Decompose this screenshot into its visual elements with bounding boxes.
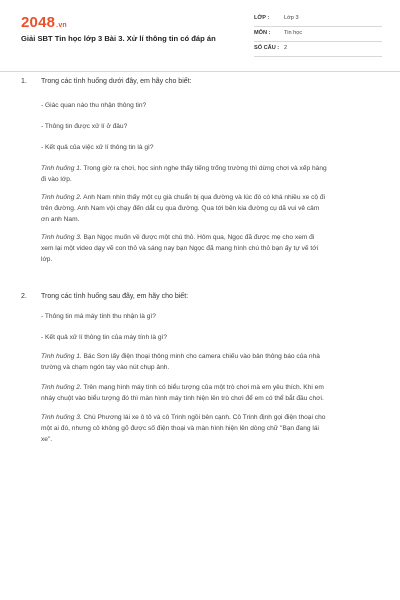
situation-line: xe". [41,436,53,443]
document-title: Giải SBT Tin học lớp 3 Bài 3. Xử lí thông tin có đáp án [21,34,216,43]
situation-paragraph [41,351,381,373]
situation-line [41,163,381,174]
meta-info-table [254,12,382,57]
meta-label: LỚP : [254,15,270,21]
situation-text: Anh Nam nhìn thấy một cụ già chuẩn bị qua đường và lúc đó có khá nhiều xe cộ đi [81,194,326,201]
question-bullet: - Giác quan nào thu nhận thông tin? [41,102,147,109]
question-number: 2. [21,293,27,300]
meta-row-question-count [254,42,382,57]
situation-line: ơn anh Nam. [41,216,80,223]
question-bullet: - Thông tin được xử lí ở đâu? [41,123,128,130]
situation-line: trường và chạm ngón tay vào nút chụp ảnh. [41,364,170,371]
question-prompt: Trong các tình huống dưới đây, em hãy cho biết: [41,78,192,85]
meta-row-subject [254,27,382,42]
situation-text: Chú Phương lái xe ô tô và cô Trinh ngồi bên cạnh. Cô Trinh định gọi điện thoại cho [81,414,326,421]
situation-line [41,351,381,362]
meta-label: SỐ CÂU : [254,45,280,51]
logo-suffix-text: .vn [56,22,67,29]
situation-text: Bác Sơn lấy điện thoại thông minh cho camera chiếu vào bản thông báo của nhà [81,353,320,360]
question-bullet: - Kết quả xử lí thông tin của máy tính là gì? [41,334,168,341]
situation-text: Bạn Ngọc muốn về được một chú thỏ. Hôm qua, Ngọc đã được mẹ cho xem đi [81,234,315,241]
situation-line: xem lại một video dạy vẽ con thỏ và sáng nay bạn Ngọc đã mang hình chú thỏ bạn ấy tự vẽ tới [41,245,319,252]
situation-paragraph [41,192,381,225]
situation-label: Tình huống 3. [41,414,82,421]
meta-value: Tin học [284,30,303,36]
question-number: 1. [21,78,27,85]
header-divider [0,71,400,72]
situation-paragraph [41,232,381,265]
situation-line: nháy chuột vào biểu tượng đó thì màn hình máy tính hiện lên trò chơi để em có thể bắt đầu chơi. [41,395,324,402]
situation-line: trên đường. Anh Nam vội chạy đến dắt cụ qua đường. Qua tới bên kia đường cụ dã vui vẻ cảm [41,205,320,212]
situation-line: đi vào lớp. [41,176,72,183]
site-logo[interactable] [21,15,67,33]
logo-main-text: 2048 [21,14,56,31]
meta-value: Lớp 3 [284,15,299,21]
document-header [0,0,400,70]
situation-text: Trên mạng hình máy tính có biểu tượng của một trò chơi mà em yêu thích. Khi em [81,384,324,391]
meta-row-class [254,12,382,27]
situation-text: Trong giờ ra chơi, học sinh nghe thấy tiếng trống trường thì dừng chơi và xếp hàng [81,165,327,172]
situation-paragraph [41,163,381,185]
question-prompt: Trong các tình huống sau đây, em hãy cho biết: [41,293,189,300]
question-bullet: - Thông tin mà máy tính thu nhận là gì? [41,313,156,320]
meta-value: 2 [284,45,288,51]
question-bullet: - Kết quả của việc xử lí thông tin là gì? [41,144,154,151]
situation-label: Tình huống 1. [41,353,82,360]
situation-label: Tình huống 1. [41,165,82,172]
situation-line: lớp. [41,256,53,263]
situation-paragraph [41,412,381,445]
situation-paragraph [41,382,381,404]
situation-line [41,382,381,393]
situation-line: một ai đó, nhưng cô không gõ được số điện thoại và màn hình hiện lên dòng chữ "Bạn đang lái [41,425,319,432]
situation-line [41,412,381,423]
meta-label: MÔN : [254,30,271,36]
situation-line [41,192,381,203]
situation-label: Tình huống 2. [41,384,82,391]
situation-label: Tình huống 3. [41,234,82,241]
situation-line [41,232,381,243]
situation-label: Tình huống 2. [41,194,82,201]
